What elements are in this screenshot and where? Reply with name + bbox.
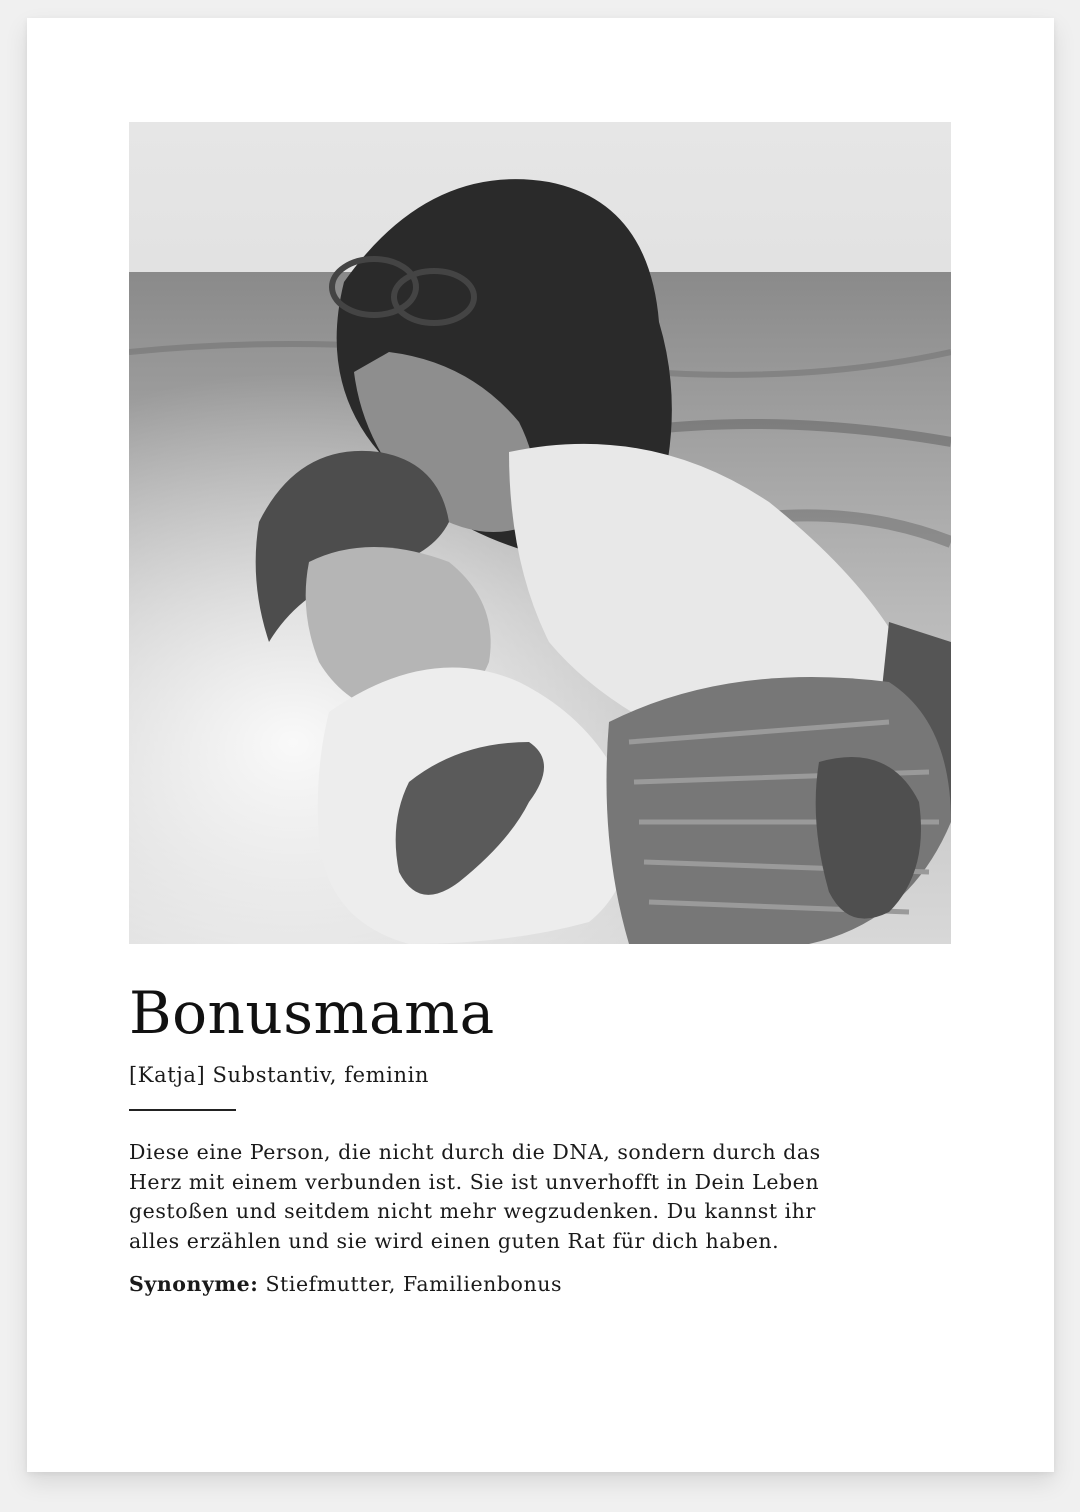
photo-illustration [129,122,951,944]
definition-text [129,1138,959,1256]
poster-sheet [27,18,1054,1472]
definition-line: gestoßen und seitdem nicht mehr wegzudenken. Du kannst ihr [129,1199,816,1223]
word-class: Substantiv, feminin [212,1063,430,1087]
name-tag: [Katja] [129,1063,206,1087]
headword-title: Bonusmama [129,979,495,1047]
grammar-line [129,1061,429,1089]
divider-rule [129,1109,236,1111]
synonyms-label: Synonyme: [129,1272,259,1296]
family-photo [129,122,951,944]
synonyms-value: Stiefmutter, Familienbonus [265,1272,563,1296]
definition-line: Herz mit einem verbunden ist. Sie ist unverhofft in Dein Leben [129,1169,820,1194]
definition-line: Diese eine Person, die nicht durch die DNA, sondern durch das [129,1140,821,1164]
synonyms-line [129,1270,562,1298]
definition-line: alles erzählen und sie wird einen guten Rat für dich haben. [129,1228,780,1253]
